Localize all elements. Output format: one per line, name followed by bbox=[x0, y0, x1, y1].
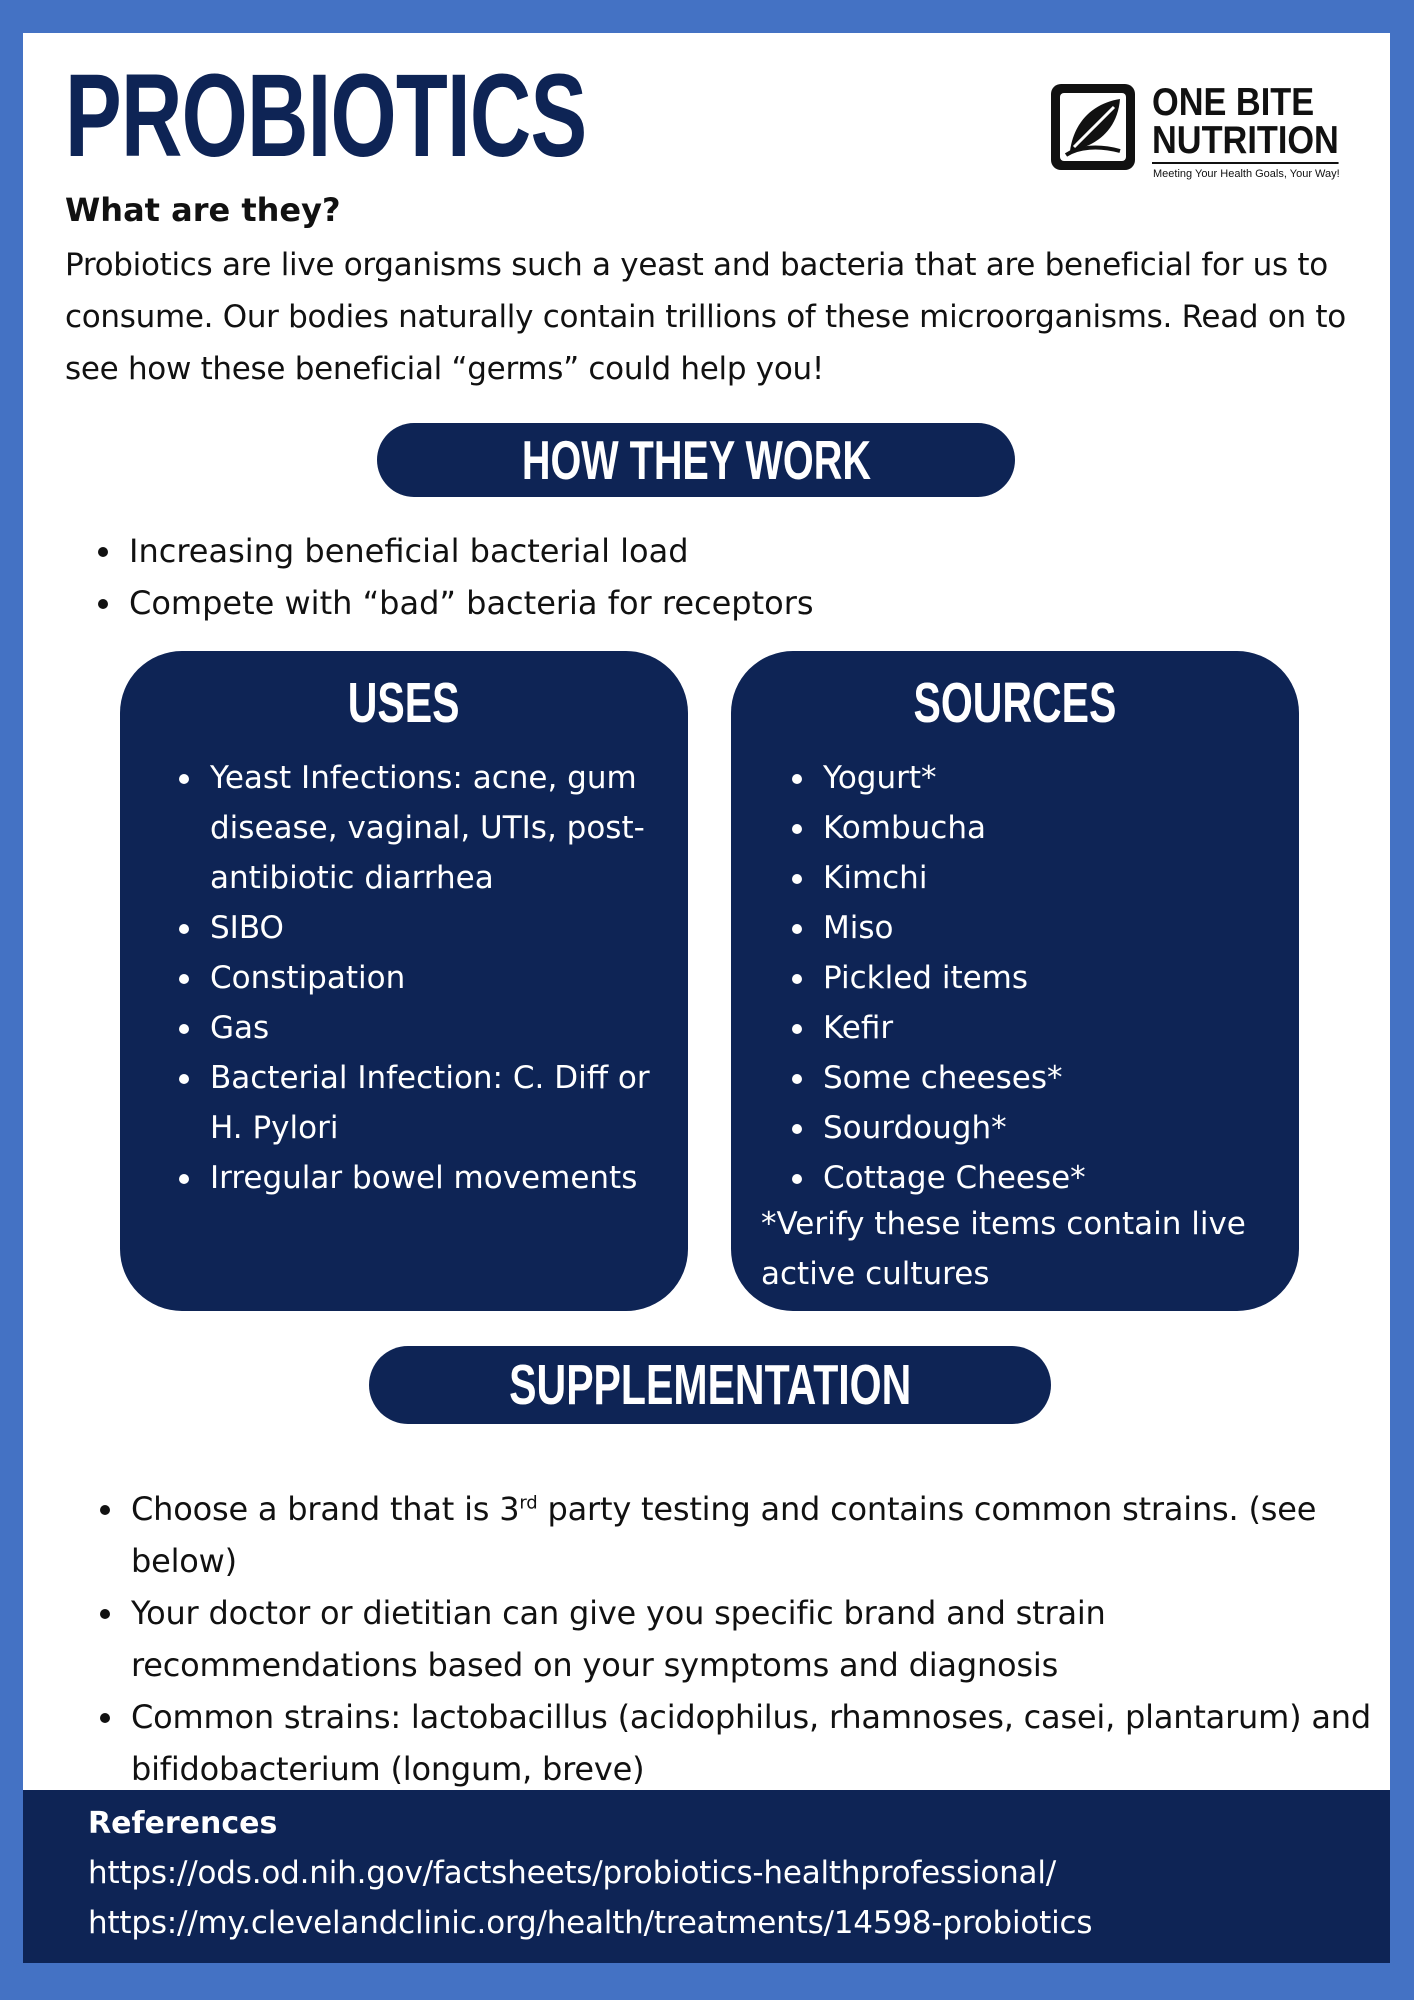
supplementation-heading: SUPPLEMENTATION bbox=[508, 1353, 912, 1417]
supp-item1-start: Choose a brand that is 3 bbox=[131, 1490, 520, 1528]
uses-heading-text: USES bbox=[348, 671, 460, 735]
sources-card bbox=[731, 651, 1299, 1311]
logo-wordmark-line2: NUTRITION bbox=[1152, 119, 1339, 162]
ordinal-suffix: rd bbox=[519, 1492, 538, 1514]
references-footer bbox=[23, 1790, 1390, 1963]
list-item: Yogurt* bbox=[823, 753, 1303, 803]
reference-link-cleveland-clinic[interactable]: https://my.clevelandclinic.org/health/treatments/14598-probiotics bbox=[88, 1905, 1093, 1941]
logo-wordmark-line1: ONE BITE bbox=[1152, 81, 1315, 124]
list-item: Yeast Infections: acne, gum disease, vaginal, UTIs, post-antibiotic diarrhea bbox=[210, 753, 690, 903]
list-item: Common strains: lactobacillus (acidophilus, rhamnoses, casei, plantarum) and bifidobacterium (longum, breve) bbox=[131, 1691, 1391, 1795]
list-item: Bacterial Infection: C. Diff or H. Pylori bbox=[210, 1053, 690, 1153]
list-item: Irregular bowel movements bbox=[210, 1153, 690, 1203]
leaf-icon bbox=[1048, 81, 1138, 173]
list-item: Gas bbox=[210, 1003, 690, 1053]
list-item: Kombucha bbox=[823, 803, 1303, 853]
list-item: Compete with “bad” bacteria for receptors bbox=[129, 577, 1329, 629]
list-item: Increasing beneficial bacterial load bbox=[129, 525, 1329, 577]
references-heading: References bbox=[88, 1806, 278, 1841]
sources-heading-text: SOURCES bbox=[913, 671, 1117, 735]
uses-heading bbox=[120, 669, 688, 737]
reference-link-nih[interactable]: https://ods.od.nih.gov/factsheets/probiotics-healthprofessional/ bbox=[88, 1855, 1056, 1891]
intro-text: Probiotics are live organisms such a yeast and bacteria that are beneficial for us to consume. Our bodies naturally contain trillions of these microorganisms. Read on to see how these beneficial “germs” could help you! bbox=[65, 247, 1346, 387]
flyer-page bbox=[23, 33, 1390, 1790]
list-item bbox=[131, 1483, 1391, 1587]
page-title: PROBIOTICS bbox=[65, 50, 587, 182]
sources-heading bbox=[731, 669, 1299, 737]
uses-card bbox=[120, 651, 688, 1311]
list-item: Cottage Cheese* bbox=[823, 1153, 1303, 1203]
supplementation-banner bbox=[369, 1346, 1051, 1424]
supplementation-list bbox=[91, 1483, 1391, 1795]
brand-logo bbox=[1048, 81, 1378, 181]
list-item: Kefir bbox=[823, 1003, 1303, 1053]
list-item: Constipation bbox=[210, 953, 690, 1003]
list-item: Sourdough* bbox=[823, 1103, 1303, 1153]
list-item: Some cheeses* bbox=[823, 1053, 1303, 1103]
sources-note: *Verify these items contain live active cultures bbox=[761, 1206, 1246, 1292]
list-item: Kimchi bbox=[823, 853, 1303, 903]
how-they-work-banner bbox=[377, 423, 1015, 497]
supp-item1-end: party testing and contains common strains. (see below) bbox=[131, 1490, 1317, 1580]
how-they-work-list bbox=[89, 525, 1329, 629]
list-item: Pickled items bbox=[823, 953, 1303, 1003]
list-item: SIBO bbox=[210, 903, 690, 953]
list-item: Miso bbox=[823, 903, 1303, 953]
intro-heading: What are they? bbox=[65, 191, 341, 229]
logo-tagline: Meeting Your Health Goals, Your Way! bbox=[1153, 168, 1340, 180]
how-they-work-heading: HOW THEY WORK bbox=[521, 429, 871, 491]
sources-list bbox=[783, 753, 1303, 1203]
uses-list bbox=[170, 753, 690, 1203]
list-item: Your doctor or dietitian can give you specific brand and strain recommendations based on your symptoms and diagnosis bbox=[131, 1587, 1391, 1691]
